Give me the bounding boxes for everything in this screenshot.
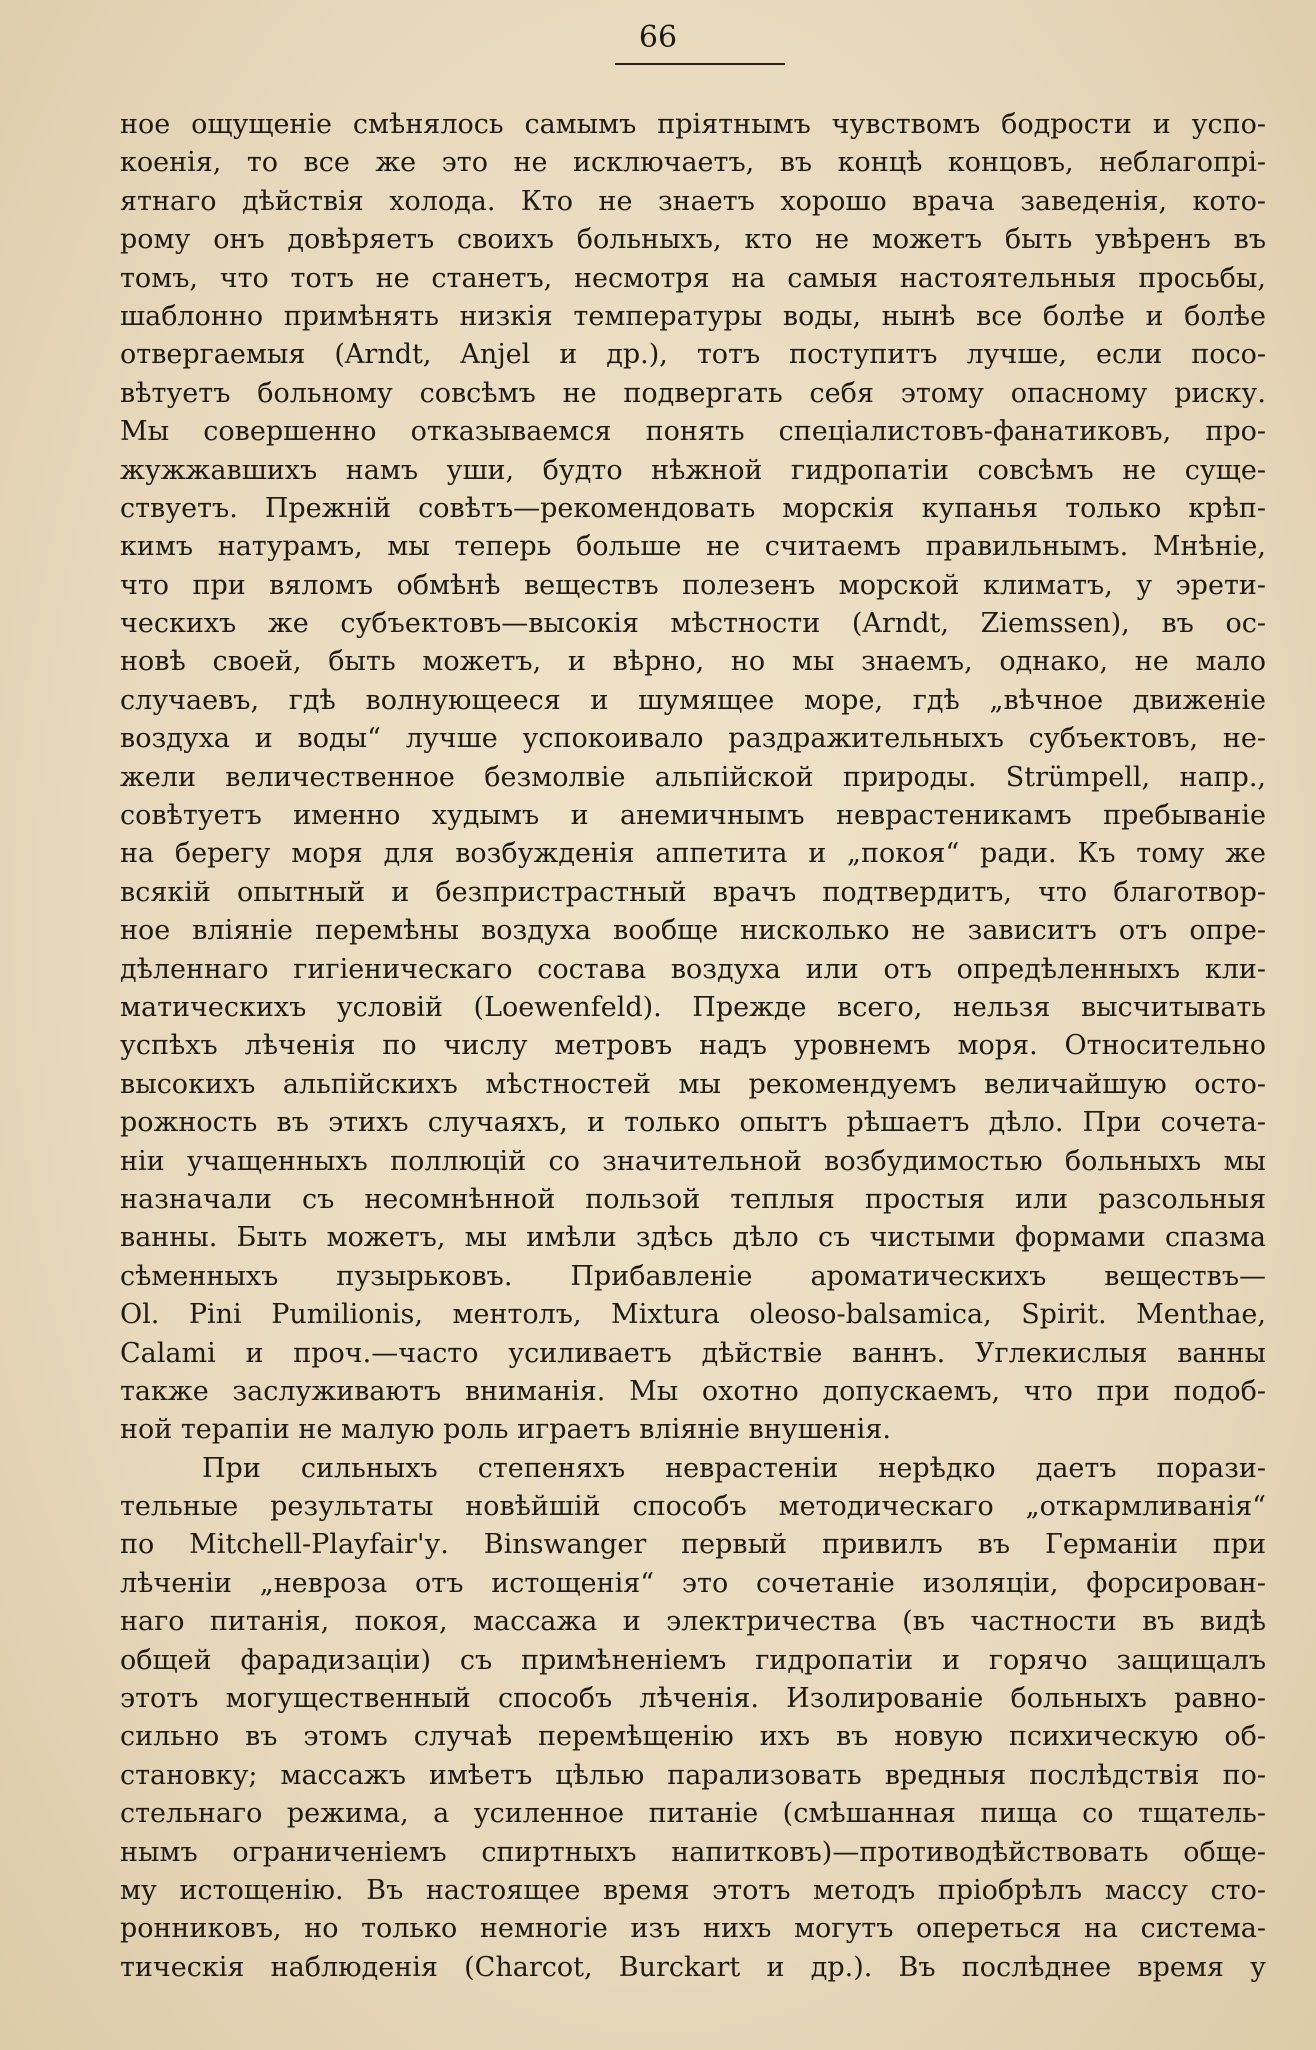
text-line: Calami и проч.—часто усиливаетъ дѣйствіе ваннъ. Углекислыя ванны — [120, 1337, 1266, 1369]
text-line: Ol. Pini Pumilionis, ментолъ, Mixtura oleoso-balsamica, Spirit. Menthae, — [120, 1299, 1266, 1331]
text-line: ное вліяніе перемѣны воздуха вообще нисколько не зависитъ отъ опре- — [120, 915, 1266, 947]
text-line: воздуха и воды“ лучше успокоивало раздражительныхъ субъектовъ, не- — [120, 723, 1266, 755]
text-line: лѣченіи „невроза отъ истощенія“ это сочетаніе изоляціи, форсирован- — [120, 1567, 1266, 1599]
text-line: ронниковъ, но только немногіе изъ нихъ могутъ опереться на система- — [120, 1913, 1266, 1945]
text-line: кимъ натурамъ, мы теперь больше не считаемъ правильнымъ. Мнѣніе, — [120, 531, 1266, 563]
text-line: сѣменныхъ пузырьковъ. Прибавленіе ароматическихъ веществъ— — [120, 1260, 1266, 1292]
text-line: высокихъ альпійскихъ мѣстностей мы рекомендуемъ величайшую осто- — [120, 1068, 1266, 1100]
text-line: ное ощущеніе смѣнялось самымъ пріятнымъ чувствомъ бодрости и успо- — [120, 109, 1266, 140]
text-line: вѣтуетъ больному совсѣмъ не подвергать себя этому опасному риску. — [120, 377, 1266, 409]
text-line: рожность въ этихъ случаяхъ, и только опытъ рѣшаетъ дѣло. При сочета- — [120, 1107, 1266, 1139]
text-line: ніи учащенныхъ поллюцій со значительной возбудимостью больныхъ мы — [120, 1145, 1266, 1177]
text-line: по Mitchell-Playfair'у. Binswanger первый привилъ въ Германіи при — [120, 1529, 1266, 1561]
text-line: ческихъ же субъектовъ—высокія мѣстности (Arndt, Ziemssen), въ ос- — [120, 608, 1266, 640]
text-line: всякій опытный и безпристрастный врачъ подтвердитъ, что благотвор- — [120, 876, 1266, 908]
body-text — [120, 106, 1266, 1987]
text-line: рому онъ довѣряетъ своихъ больныхъ, кто не можетъ быть увѣренъ въ — [120, 224, 1266, 256]
text-line: также заслуживаютъ вниманія. Мы охотно допускаемъ, что при подоб- — [120, 1375, 1266, 1407]
text-line: тельные результаты новѣйшій способъ методическаго „откармливанія“ — [120, 1491, 1266, 1523]
text-line: совѣтуетъ именно худымъ и анемичнымъ неврастеникамъ пребываніе — [120, 800, 1266, 832]
paragraph-first-line: При сильныхъ степеняхъ неврастеніи нерѣдко даетъ порази- — [202, 1452, 1266, 1484]
text-line: становку; массажъ имѣетъ цѣлью парализовать вредныя послѣдствія по- — [120, 1759, 1266, 1791]
text-line: жужжавшихъ намъ уши, будто нѣжной гидропатіи совсѣмъ не суще- — [120, 454, 1266, 486]
text-line: новѣ своей, быть можетъ, и вѣрно, но мы знаемъ, однако, не мало — [120, 646, 1266, 678]
paragraph-last-line: ной терапіи не малую роль играетъ вліяніе внушенія. — [120, 1414, 891, 1446]
text-line: этотъ могущественный способъ лѣченія. Изолированіе больныхъ равно- — [120, 1683, 1266, 1715]
text-line: случаевъ, гдѣ волнующееся и шумящее море, гдѣ „вѣчное движеніе — [120, 684, 1266, 716]
text-line: тическія наблюденія (Charcot, Burckart и др.). Въ послѣднее время у — [120, 1951, 1266, 1983]
text-line: общей фарадизаціи) съ примѣненіемъ гидропатіи и горячо защищалъ — [120, 1644, 1266, 1676]
text-line: ванны. Быть можетъ, мы имѣли здѣсь дѣло съ чистыми формами спазма — [120, 1222, 1266, 1254]
text-line: стельнаго режима, а усиленное питаніе (смѣшанная пища со тщатель- — [120, 1798, 1266, 1830]
text-line: ятнаго дѣйствія холода. Кто не знаетъ хорошо врача заведенія, кото- — [120, 185, 1266, 217]
text-line: жели величественное безмолвіе альпійской природы. Strümpell, напр., — [120, 761, 1266, 793]
text-line: что при вяломъ обмѣнѣ веществъ полезенъ морской климатъ, у эрети- — [120, 569, 1266, 601]
text-line: му истощенію. Въ настоящее время этотъ методъ пріобрѣлъ массу сто- — [120, 1874, 1266, 1906]
page-number-underline — [615, 63, 785, 65]
text-line: успѣхъ лѣченія по числу метровъ надъ уровнемъ моря. Относительно — [120, 1030, 1266, 1062]
text-line: сильно въ этомъ случаѣ перемѣщенію ихъ въ новую психическую об- — [120, 1721, 1266, 1753]
text-line: Мы совершенно отказываемся понять спеціалистовъ-фанатиковъ, про- — [120, 416, 1266, 448]
text-line: томъ, что тотъ не станетъ, несмотря на самыя настоятельныя просьбы, — [120, 262, 1266, 294]
text-line: на берегу моря для возбужденія аппетита и „покоя“ ради. Къ тому же — [120, 838, 1266, 870]
text-line: матическихъ условій (Loewenfeld). Прежде всего, нельзя высчитывать — [120, 991, 1266, 1023]
text-line: ствуетъ. Прежній совѣтъ—рекомендовать морскія купанья только крѣп- — [120, 492, 1266, 524]
text-line: дѣленнаго гигіеническаго состава воздуха или отъ опредѣленныхъ кли- — [120, 953, 1266, 985]
text-line: нымъ ограниченіемъ спиртныхъ напитковъ)—противодѣйствовать обще- — [120, 1836, 1266, 1868]
text-line: шаблонно примѣнять низкія температуры воды, нынѣ все болѣе и болѣе — [120, 300, 1266, 332]
page-number: 66 — [638, 20, 678, 55]
text-line: коенія, то все же это не исключаетъ, въ концѣ концовъ, неблагопрі- — [120, 147, 1266, 179]
text-line: отвергаемыя (Arndt, Anjel и др.), тотъ поступитъ лучше, если посо- — [120, 339, 1266, 371]
text-line: наго питанія, покоя, массажа и электричества (въ частности въ видѣ — [120, 1606, 1266, 1638]
text-line: назначали съ несомнѣнной пользой теплыя простыя или разсольныя — [120, 1183, 1266, 1215]
